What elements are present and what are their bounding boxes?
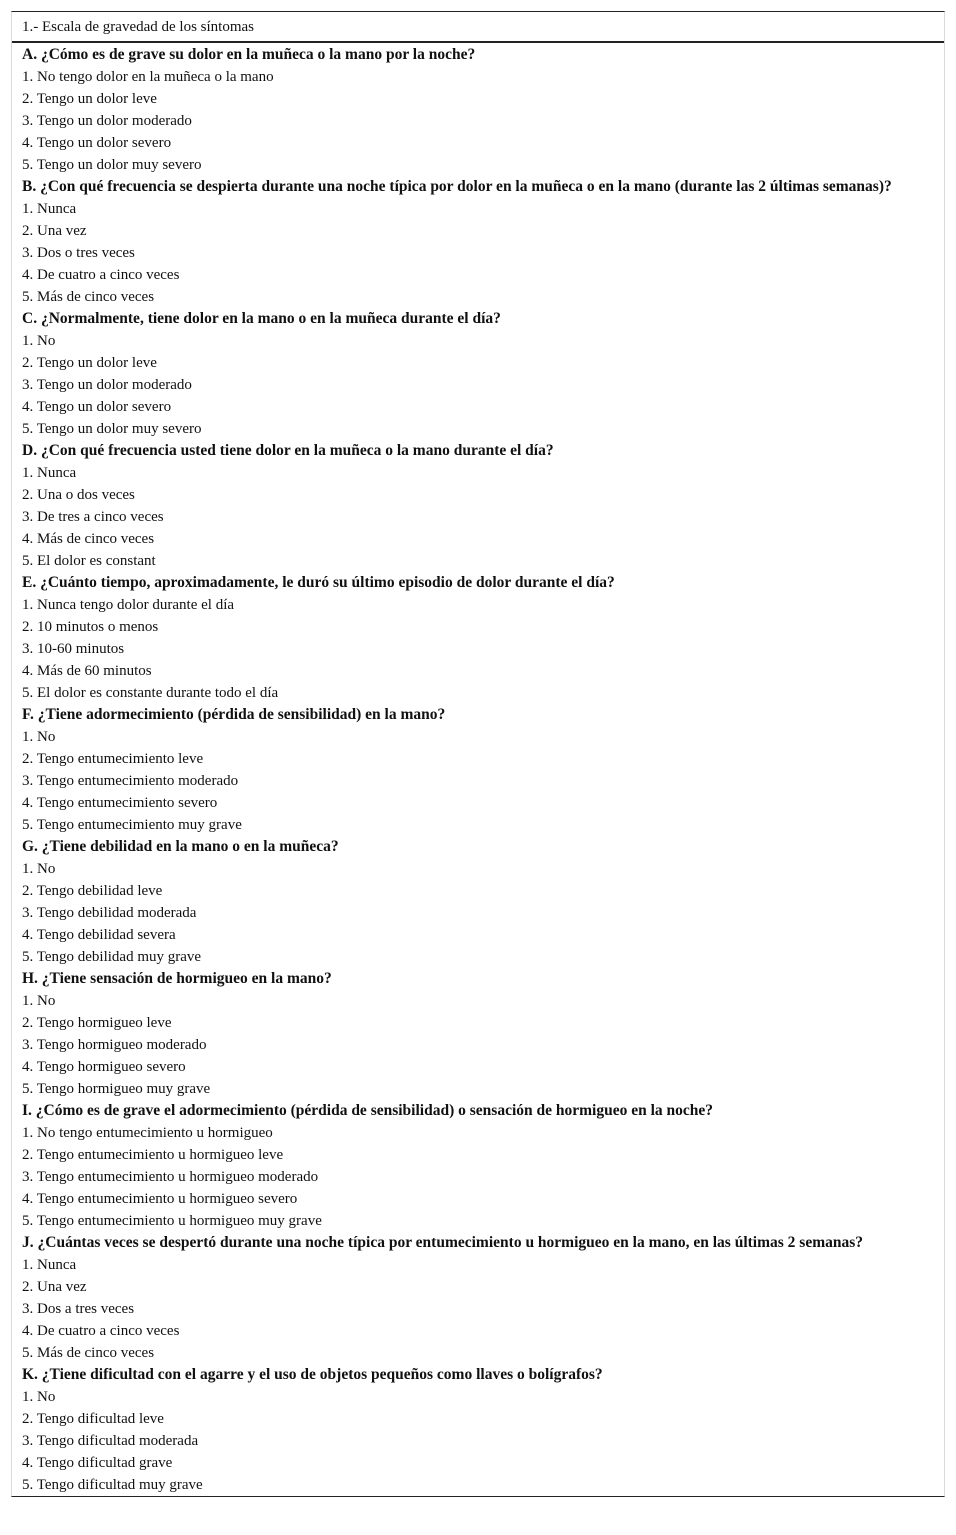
answer-option: 4. Tengo un dolor severo [22,135,172,151]
question-heading: D. ¿Con qué frecuencia usted tiene dolor en la muñeca o la mano durante el día? [22,442,554,459]
answer-option: 2. Tengo dificultad leve [22,1411,164,1427]
question-heading: E. ¿Cuánto tiempo, aproximadamente, le duró su último episodio de dolor durante el día? [22,574,615,591]
answer-option: 3. De tres a cinco veces [22,509,164,525]
answer-option: 3. Tengo entumecimiento moderado [22,773,239,789]
question-heading: H. ¿Tiene sensación de hormigueo en la mano? [22,970,332,987]
answer-option: 1. No [22,729,56,745]
answer-option: 3. Tengo dificultad moderada [22,1433,199,1449]
answer-option: 5. Tengo entumecimiento muy grave [22,817,242,833]
question-heading: B. ¿Con qué frecuencia se despierta durante una noche típica por dolor en la muñeca o en la mano (durante las 2 últimas semanas)? [22,178,892,195]
answer-option: 4. Tengo debilidad severa [22,927,176,943]
answer-option: 5. Tengo un dolor muy severo [22,421,202,437]
answer-option: 5. Más de cinco veces [22,289,155,305]
table-body [12,43,944,1496]
answer-option: 3. Tengo un dolor moderado [22,113,192,129]
answer-option: 5. Tengo un dolor muy severo [22,157,202,173]
answer-option: 1. Nunca [22,1257,77,1273]
answer-option: 4. Tengo entumecimiento severo [22,795,218,811]
answer-option: 2. Tengo hormigueo leve [22,1015,172,1031]
answer-option: 3. Tengo debilidad moderada [22,905,197,921]
answer-option: 4. Tengo entumecimiento u hormigueo severo [22,1191,298,1207]
answer-option: 3. Dos a tres veces [22,1301,135,1317]
question-heading: C. ¿Normalmente, tiene dolor en la mano o en la muñeca durante el día? [22,310,501,327]
answer-option: 4. Tengo un dolor severo [22,399,172,415]
answer-option: 3. Tengo entumecimiento u hormigueo moderado [22,1169,319,1185]
table-caption: 1.- Escala de gravedad de los síntomas [12,12,944,43]
question-heading: I. ¿Cómo es de grave el adormecimiento (pérdida de sensibilidad) o sensación de hormigueo en la noche? [22,1102,714,1119]
answer-option: 2. 10 minutos o menos [22,619,159,635]
answer-option: 5. Tengo dificultad muy grave [22,1477,203,1493]
answer-option: 1. No tengo entumecimiento u hormigueo [22,1125,273,1141]
answer-option: 2. Una o dos veces [22,487,135,503]
answer-option: 2. Una vez [22,1279,87,1295]
answer-option: 3. Tengo un dolor moderado [22,377,192,393]
answer-option: 2. Tengo un dolor leve [22,91,157,107]
question-heading: J. ¿Cuántas veces se despertó durante una noche típica por entumecimiento u hormigueo en la mano, en las últimas 2 semanas? [22,1234,864,1251]
answer-option: 1. No [22,861,56,877]
answer-option: 1. No [22,333,56,349]
symptom-severity-table [11,11,945,1497]
answer-option: 1. No tengo dolor en la muñeca o la mano [22,69,274,85]
answer-option: 5. Tengo entumecimiento u hormigueo muy grave [22,1213,322,1229]
question-heading: F. ¿Tiene adormecimiento (pérdida de sensibilidad) en la mano? [22,706,446,723]
answer-option: 2. Una vez [22,223,87,239]
question-heading: G. ¿Tiene debilidad en la mano o en la muñeca? [22,838,339,855]
answer-option: 4. Tengo hormigueo severo [22,1059,186,1075]
answer-option: 5. El dolor es constant [22,553,156,569]
answer-option: 4. De cuatro a cinco veces [22,267,180,283]
answer-option: 4. De cuatro a cinco veces [22,1323,180,1339]
answer-option: 4. Tengo dificultad grave [22,1455,173,1471]
answer-option: 5. Tengo debilidad muy grave [22,949,202,965]
answer-option: 1. No [22,993,56,1009]
answer-option: 2. Tengo entumecimiento u hormigueo leve [22,1147,284,1163]
answer-option: 3. Dos o tres veces [22,245,135,261]
answer-option: 1. Nunca [22,201,77,217]
answer-option: 4. Más de cinco veces [22,531,155,547]
answer-option: 3. 10-60 minutos [22,641,125,657]
answer-option: 5. El dolor es constante durante todo el día [22,685,279,701]
question-heading: K. ¿Tiene dificultad con el agarre y el uso de objetos pequeños como llaves o bolígrafos? [22,1366,603,1383]
answer-option: 3. Tengo hormigueo moderado [22,1037,207,1053]
answer-option: 5. Tengo hormigueo muy grave [22,1081,211,1097]
answer-option: 4. Más de 60 minutos [22,663,152,679]
answer-option: 2. Tengo debilidad leve [22,883,163,899]
answer-option: 1. Nunca [22,465,77,481]
answer-option: 2. Tengo entumecimiento leve [22,751,204,767]
answer-option: 1. No [22,1389,56,1405]
answer-option: 5. Más de cinco veces [22,1345,155,1361]
answer-option: 2. Tengo un dolor leve [22,355,157,371]
answer-option: 1. Nunca tengo dolor durante el día [22,597,235,613]
question-heading: A. ¿Cómo es de grave su dolor en la muñeca o la mano por la noche? [22,46,476,63]
